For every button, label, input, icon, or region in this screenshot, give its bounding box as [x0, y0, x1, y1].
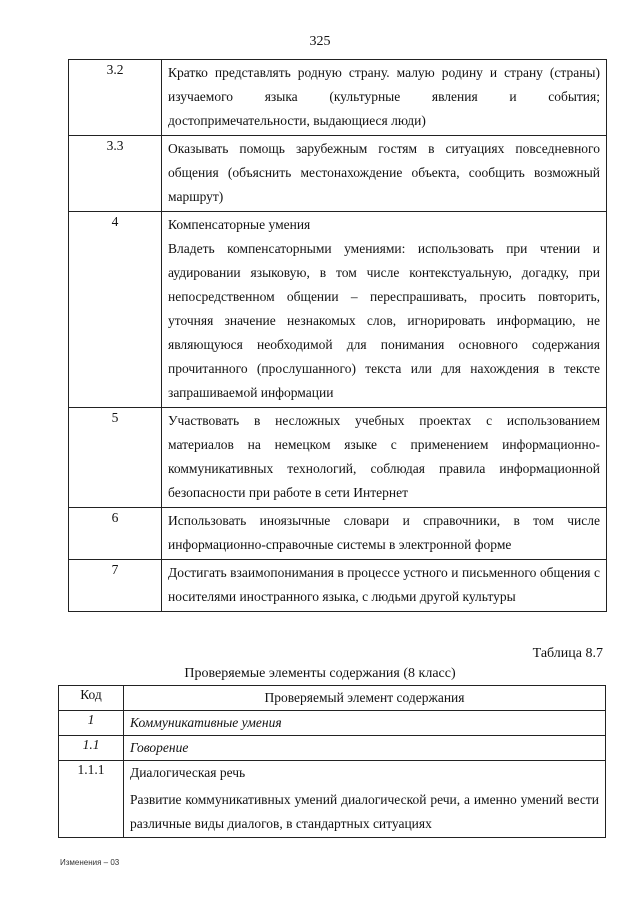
row-element — [124, 736, 606, 761]
row-number: 3.2 — [69, 60, 162, 136]
row-paragraph: Участвовать в несложных учебных проектах с использованием материалов на немецком языке с применением информационно-коммуникативных технологий, соблюдая правила информационной безопасности при работе в сети Интернет — [168, 413, 600, 500]
row-code: 1.1 — [59, 736, 124, 761]
row-paragraph: Достигать взаимопонимания в процессе устного и письменного общения с носителями иностранного языка, с людьми другой культуры — [168, 565, 600, 604]
row-text — [162, 60, 607, 136]
table-title: Проверяемые элементы содержания (8 класс) — [184, 666, 456, 681]
table-row — [59, 761, 606, 838]
content-elements-table — [58, 685, 606, 838]
footer-note: Изменения – 03 — [60, 858, 120, 867]
table-header-row — [59, 686, 606, 711]
row-paragraph: Оказывать помощь зарубежным гостям в ситуациях повседневного общения (объяснить местонахождение объекта, сообщить возможный маршрут) — [168, 141, 600, 204]
row-number: 6 — [69, 508, 162, 560]
element-description: Развитие коммуникативных умений диалогической речи, а именно умений вести различные виды диалогов, в стандартных ситуациях — [130, 792, 599, 831]
header-code: Код — [59, 686, 124, 711]
row-paragraph: Использовать иноязычные словари и справочники, в том числе информационно-справочные системы в электронной форме — [168, 513, 600, 552]
table-row — [69, 408, 607, 508]
row-paragraph: Кратко представлять родную страну. малую родину и страну (страны) изучаемого языка (культурные явления и события; достопримечательности, выдающиеся люди) — [168, 65, 600, 128]
row-paragraph: Владеть компенсаторными умениями: использовать при чтении и аудировании языковую, в том числе контекстуальную, догадку, при непосредственном общении – переспрашивать, просить повторить, уточняя значение незнакомых слов, игнорировать информацию, не являющуюся необходимой для понимания основного содержания прочитанного (прослушанного) текста или для нахождения в тексте запрашиваемой информации — [168, 241, 600, 400]
row-element — [124, 761, 606, 838]
element-title: Говорение — [130, 740, 189, 755]
row-number: 3.3 — [69, 136, 162, 212]
row-number: 7 — [69, 560, 162, 612]
table-row — [69, 560, 607, 612]
table-row — [69, 508, 607, 560]
table-label: Таблица 8.7 — [532, 646, 603, 661]
row-text — [162, 136, 607, 212]
row-text — [162, 508, 607, 560]
competency-table — [68, 59, 607, 612]
row-code: 1.1.1 — [59, 761, 124, 838]
element-title: Коммуникативные умения — [130, 715, 282, 730]
row-text — [162, 212, 607, 408]
table-row — [69, 136, 607, 212]
row-code: 1 — [59, 711, 124, 736]
row-number: 4 — [69, 212, 162, 408]
table-row — [69, 60, 607, 136]
row-text — [162, 560, 607, 612]
row-number: 5 — [69, 408, 162, 508]
row-element — [124, 711, 606, 736]
table-row — [69, 212, 607, 408]
page-number: 325 — [309, 34, 331, 49]
row-paragraph: Компенсаторные умения — [168, 217, 311, 232]
element-title: Диалогическая речь — [130, 765, 246, 780]
table-row — [59, 736, 606, 761]
row-text — [162, 408, 607, 508]
table-row — [59, 711, 606, 736]
header-element: Проверяемый элемент содержания — [124, 686, 606, 711]
